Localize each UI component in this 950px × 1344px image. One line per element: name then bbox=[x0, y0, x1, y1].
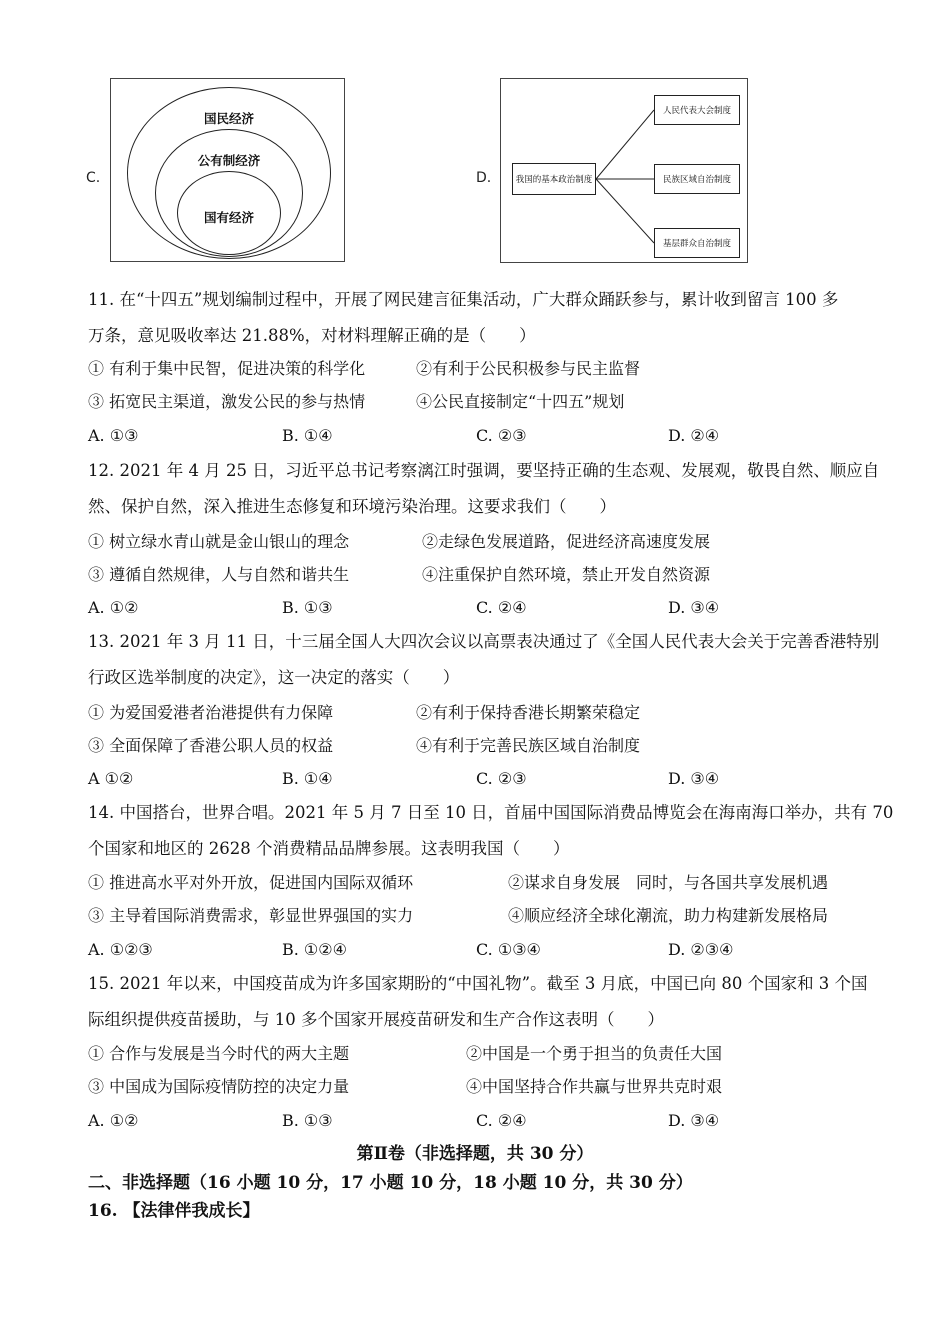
option-c-label: C. bbox=[86, 170, 101, 186]
q14-choice-a[interactable]: A. ①②③ bbox=[88, 940, 153, 959]
q14-item-3: ③ 主导着国际消费需求，彰显世界强国的实力 bbox=[88, 906, 414, 925]
q11-item-3: ③ 拓宽民主渠道，激发公民的参与热情 bbox=[88, 392, 366, 411]
q15-item-1: ① 合作与发展是当今时代的两大主题 bbox=[88, 1044, 350, 1063]
q15-choice-d[interactable]: D. ③④ bbox=[668, 1111, 720, 1130]
q14-choice-b[interactable]: B. ①②④ bbox=[282, 940, 347, 959]
q14-stem-line-2: 个国家和地区的 2628 个消费精品品牌参展。这表明我国（ ） bbox=[88, 839, 570, 858]
q11-choice-a[interactable]: A. ①③ bbox=[88, 426, 139, 445]
q14-choice-c[interactable]: C. ①③④ bbox=[476, 940, 541, 959]
q12-stem-line-1: 12. 2021 年 4 月 25 日，习近平总书记考察漓江时强调，要坚持正确的生态观、发展观，敬畏自然、顺应自 bbox=[88, 461, 880, 480]
q13-item-2: ②有利于保持香港长期繁荣稳定 bbox=[416, 703, 641, 722]
tree-diagram bbox=[500, 78, 748, 263]
q12-stem-line-2: 然、保护自然，深入推进生态修复和环境污染治理。这要求我们（ ） bbox=[88, 497, 616, 516]
q13-item-1: ① 为爱国爱港者治港提供有力保障 bbox=[88, 703, 334, 722]
diagram-branch-3: 基层群众自治制度 bbox=[654, 228, 740, 258]
q12-choice-d[interactable]: D. ③④ bbox=[668, 598, 720, 617]
option-d-label: D. bbox=[476, 170, 492, 186]
q11-choice-b[interactable]: B. ①④ bbox=[282, 426, 333, 445]
q15-stem-line-2: 际组织提供疫苗援助，与 10 多个国家开展疫苗研发和生产合作这表明（ ） bbox=[88, 1010, 664, 1029]
q14-stem-line-1: 14. 中国搭台，世界合唱。2021 年 5 月 7 日至 10 日，首届中国国际消费品博览会在海南海口举办，共有 70 bbox=[88, 803, 894, 822]
q11-item-2: ②有利于公民积极参与民主监督 bbox=[416, 359, 641, 378]
q15-choice-c[interactable]: C. ②④ bbox=[476, 1111, 527, 1130]
diagram-branch-2: 民族区域自治制度 bbox=[654, 164, 740, 194]
q11-stem-line-2: 万条，意见吸收率达 21.88%，对材料理解正确的是（ ） bbox=[88, 326, 536, 345]
q13-stem-line-2: 行政区选举制度的决定》，这一决定的落实（ ） bbox=[88, 668, 460, 687]
q13-stem-line-1: 13. 2021 年 3 月 11 日，十三届全国人大四次会议以高票表决通过了《全国人民代表大会关于完善香港特别 bbox=[88, 632, 880, 651]
q11-choice-d[interactable]: D. ②④ bbox=[668, 426, 720, 445]
q15-item-3: ③ 中国成为国际疫情防控的决定力量 bbox=[88, 1077, 350, 1096]
q12-item-1: ① 树立绿水青山就是金山银山的理念 bbox=[88, 532, 350, 551]
q15-choice-b[interactable]: B. ①③ bbox=[282, 1111, 333, 1130]
section-title: 第Ⅱ卷（非选择题，共 30 分） bbox=[356, 1144, 594, 1164]
q13-choice-c[interactable]: C. ②③ bbox=[476, 769, 527, 788]
ellipse-outer-label: 国民经济 bbox=[203, 111, 254, 126]
q12-choice-b[interactable]: B. ①③ bbox=[282, 598, 333, 617]
q13-item-4: ④有利于完善民族区域自治制度 bbox=[416, 736, 641, 755]
q15-stem-line-1: 15. 2021 年以来，中国疫苗成为许多国家期盼的“中国礼物”。截至 3 月底，中国已向 80 个国家和 3 个国 bbox=[88, 974, 868, 993]
q15-choice-a[interactable]: A. ①② bbox=[88, 1111, 139, 1130]
q12-choice-a[interactable]: A. ①② bbox=[88, 598, 139, 617]
section-subtitle: 二、非选择题（16 小题 10 分，17 小题 10 分，18 小题 10 分，共 30 分） bbox=[88, 1173, 693, 1193]
q14-item-1: ① 推进高水平对外开放，促进国内国际双循环 bbox=[88, 873, 414, 892]
q11-item-4: ④公民直接制定“十四五”规划 bbox=[416, 392, 625, 411]
ellipse-middle-label: 公有制经济 bbox=[197, 153, 261, 168]
q14-item-2: ②谋求自身发展 同时，与各国共享发展机遇 bbox=[508, 873, 829, 892]
ellipse-diagram bbox=[110, 78, 345, 262]
q13-choice-d[interactable]: D. ③④ bbox=[668, 769, 720, 788]
q15-item-4: ④中国坚持合作共赢与世界共克时艰 bbox=[466, 1077, 723, 1096]
q12-item-2: ②走绿色发展道路，促进经济高速度发展 bbox=[422, 532, 711, 551]
q14-choice-d[interactable]: D. ②③④ bbox=[668, 940, 734, 959]
q11-stem-line-1: 11. 在“十四五”规划编制过程中，开展了网民建言征集活动，广大群众踊跃参与，累计收到留言 100 多 bbox=[88, 290, 839, 309]
q12-item-3: ③ 遵循自然规律，人与自然和谐共生 bbox=[88, 565, 350, 584]
q11-choice-c[interactable]: C. ②③ bbox=[476, 426, 527, 445]
q13-item-3: ③ 全面保障了香港公职人员的权益 bbox=[88, 736, 334, 755]
q16-heading: 16. 【法律伴我成长】 bbox=[88, 1201, 260, 1221]
q12-item-4: ④注重保护自然环境，禁止开发自然资源 bbox=[422, 565, 711, 584]
diagram-root-box: 我国的基本政治制度 bbox=[512, 163, 596, 195]
ellipse-inner-label: 国有经济 bbox=[203, 210, 254, 225]
q13-choice-a[interactable]: A ①② bbox=[88, 769, 134, 788]
diagram-branch-1: 人民代表大会制度 bbox=[654, 95, 740, 125]
q12-choice-c[interactable]: C. ②④ bbox=[476, 598, 527, 617]
q13-choice-b[interactable]: B. ①④ bbox=[282, 769, 333, 788]
q15-item-2: ②中国是一个勇于担当的负责任大国 bbox=[466, 1044, 723, 1063]
q14-item-4: ④顺应经济全球化潮流，助力构建新发展格局 bbox=[508, 906, 829, 925]
q11-item-1: ① 有利于集中民智，促进决策的科学化 bbox=[88, 359, 366, 378]
